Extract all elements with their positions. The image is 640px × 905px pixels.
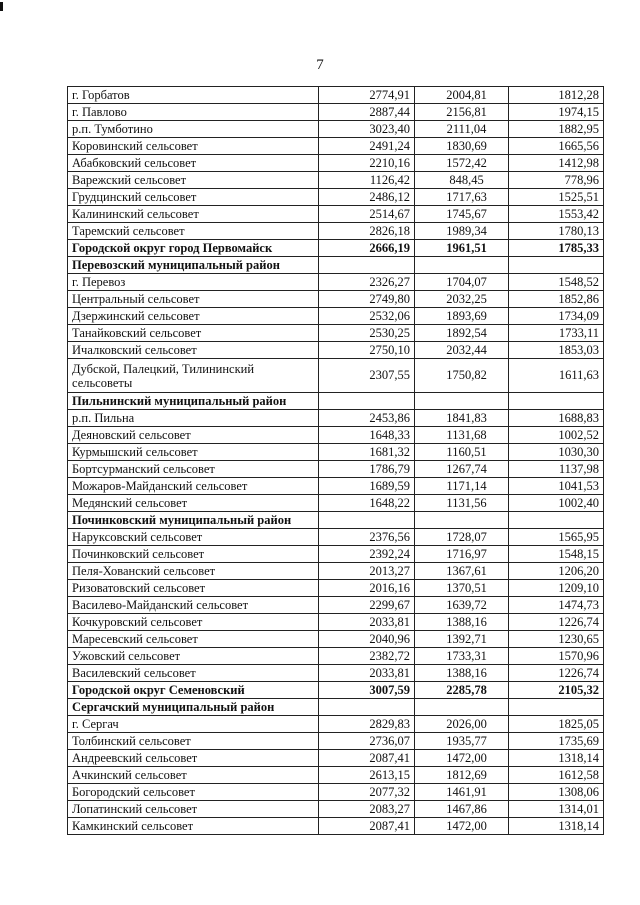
- row-value-2-cell: 1131,68: [415, 427, 509, 444]
- row-value-1-cell: 1786,79: [319, 461, 415, 478]
- row-value-1-cell: 2307,55: [319, 359, 415, 393]
- row-value-2-cell: 2111,04: [415, 121, 509, 138]
- row-value-1-cell: 2299,67: [319, 597, 415, 614]
- row-name-cell: Городской округ Семеновский: [68, 682, 319, 699]
- row-value-1-cell: 2016,16: [319, 580, 415, 597]
- row-value-2-cell: 1893,69: [415, 308, 509, 325]
- row-name-cell: Коровинский сельсовет: [68, 138, 319, 155]
- row-value-2-cell: 1935,77: [415, 733, 509, 750]
- row-value-2-cell: 1367,61: [415, 563, 509, 580]
- table-row: [68, 631, 604, 648]
- row-value-2-cell: 1267,74: [415, 461, 509, 478]
- row-value-3-cell: 1825,05: [509, 716, 604, 733]
- scan-corner-mark: [0, 2, 3, 11]
- table-row: [68, 580, 604, 597]
- row-value-1-cell: 3023,40: [319, 121, 415, 138]
- row-value-3-cell: 1733,11: [509, 325, 604, 342]
- row-value-3-cell: 1041,53: [509, 478, 604, 495]
- table-row: [68, 359, 604, 393]
- row-value-3-cell: 1474,73: [509, 597, 604, 614]
- row-value-3-cell: 1565,95: [509, 529, 604, 546]
- row-value-1-cell: 2666,19: [319, 240, 415, 257]
- row-name-cell: Пеля-Хованский сельсовет: [68, 563, 319, 580]
- table-row: [68, 87, 604, 104]
- row-value-3-cell: 1852,86: [509, 291, 604, 308]
- row-value-2-cell: 1716,97: [415, 546, 509, 563]
- row-value-1-cell: 2077,32: [319, 784, 415, 801]
- row-value-3-cell: 1735,69: [509, 733, 604, 750]
- row-value-3-cell: 1412,98: [509, 155, 604, 172]
- row-name-cell: Василевский сельсовет: [68, 665, 319, 682]
- table-row: [68, 172, 604, 189]
- row-value-3-cell: 1314,01: [509, 801, 604, 818]
- row-name-cell: Пильнинский муниципальный район: [68, 393, 319, 410]
- row-value-3-cell: 1525,51: [509, 189, 604, 206]
- row-value-2-cell: 848,45: [415, 172, 509, 189]
- row-value-1-cell: 3007,59: [319, 682, 415, 699]
- row-value-3-cell: 1030,30: [509, 444, 604, 461]
- row-value-1-cell: 2013,27: [319, 563, 415, 580]
- row-value-1-cell: 1681,32: [319, 444, 415, 461]
- row-name-cell: Богородский сельсовет: [68, 784, 319, 801]
- row-name-cell: Кочкуровский сельсовет: [68, 614, 319, 631]
- table-row: [68, 393, 604, 410]
- table-row: [68, 614, 604, 631]
- row-value-1-cell: 2210,16: [319, 155, 415, 172]
- row-value-3-cell: 1780,13: [509, 223, 604, 240]
- row-value-2-cell: 1830,69: [415, 138, 509, 155]
- row-value-2-cell: 2026,00: [415, 716, 509, 733]
- row-name-cell: Починковский сельсовет: [68, 546, 319, 563]
- row-value-2-cell: 1733,31: [415, 648, 509, 665]
- row-name-cell: Центральный сельсовет: [68, 291, 319, 308]
- row-value-2-cell: 1171,14: [415, 478, 509, 495]
- row-value-2-cell: 1892,54: [415, 325, 509, 342]
- row-value-3-cell: [509, 393, 604, 410]
- row-value-3-cell: 1318,14: [509, 818, 604, 835]
- row-value-3-cell: 1002,52: [509, 427, 604, 444]
- row-value-1-cell: 2829,83: [319, 716, 415, 733]
- row-value-3-cell: [509, 512, 604, 529]
- row-value-3-cell: 1226,74: [509, 614, 604, 631]
- table-row: [68, 155, 604, 172]
- row-value-1-cell: 2486,12: [319, 189, 415, 206]
- row-value-1-cell: 2736,07: [319, 733, 415, 750]
- row-name-cell: Курмышский сельсовет: [68, 444, 319, 461]
- table-row: [68, 733, 604, 750]
- row-name-cell: р.п. Пильна: [68, 410, 319, 427]
- row-value-1-cell: 1126,42: [319, 172, 415, 189]
- row-name-cell: Деяновский сельсовет: [68, 427, 319, 444]
- table-row: [68, 801, 604, 818]
- row-value-3-cell: 1812,28: [509, 87, 604, 104]
- row-value-3-cell: 1002,40: [509, 495, 604, 512]
- row-value-1-cell: [319, 393, 415, 410]
- table-row: [68, 206, 604, 223]
- row-value-2-cell: 1989,34: [415, 223, 509, 240]
- table-row: [68, 597, 604, 614]
- table-row: [68, 223, 604, 240]
- table-row: [68, 495, 604, 512]
- row-name-cell: Дзержинский сельсовет: [68, 308, 319, 325]
- row-name-cell: Ризоватовский сельсовет: [68, 580, 319, 597]
- table-row: [68, 138, 604, 155]
- row-name-cell: Ичалковский сельсовет: [68, 342, 319, 359]
- row-value-3-cell: 1226,74: [509, 665, 604, 682]
- row-value-2-cell: 1841,83: [415, 410, 509, 427]
- row-value-3-cell: 1785,33: [509, 240, 604, 257]
- row-name-cell: Починковский муниципальный район: [68, 512, 319, 529]
- row-value-2-cell: 2285,78: [415, 682, 509, 699]
- row-value-3-cell: 1548,52: [509, 274, 604, 291]
- row-value-1-cell: 2613,15: [319, 767, 415, 784]
- row-name-cell: Грудцинский сельсовет: [68, 189, 319, 206]
- row-value-3-cell: 1665,56: [509, 138, 604, 155]
- row-value-1-cell: 2033,81: [319, 665, 415, 682]
- row-value-3-cell: [509, 699, 604, 716]
- table-row: [68, 699, 604, 716]
- table-row: [68, 121, 604, 138]
- table-row: [68, 325, 604, 342]
- row-value-1-cell: 2326,27: [319, 274, 415, 291]
- row-value-1-cell: 2887,44: [319, 104, 415, 121]
- row-name-cell: г. Перевоз: [68, 274, 319, 291]
- row-value-2-cell: 2032,44: [415, 342, 509, 359]
- table-row: [68, 427, 604, 444]
- row-value-3-cell: 1612,58: [509, 767, 604, 784]
- row-value-1-cell: 2532,06: [319, 308, 415, 325]
- row-value-3-cell: [509, 257, 604, 274]
- table-row: [68, 784, 604, 801]
- row-value-1-cell: 1648,22: [319, 495, 415, 512]
- row-name-cell: Калининский сельсовет: [68, 206, 319, 223]
- table-row: [68, 648, 604, 665]
- row-name-cell: г. Сергач: [68, 716, 319, 733]
- row-name-cell: Лопатинский сельсовет: [68, 801, 319, 818]
- row-value-3-cell: 1553,42: [509, 206, 604, 223]
- row-name-cell: Медянский сельсовет: [68, 495, 319, 512]
- row-value-3-cell: 1974,15: [509, 104, 604, 121]
- table-row: [68, 478, 604, 495]
- table-row: [68, 750, 604, 767]
- row-name-cell: Бортсурманский сельсовет: [68, 461, 319, 478]
- table-row: [68, 274, 604, 291]
- row-value-1-cell: 2826,18: [319, 223, 415, 240]
- table-row: [68, 308, 604, 325]
- row-value-1-cell: 2083,27: [319, 801, 415, 818]
- row-name-cell: Василево-Майданский сельсовет: [68, 597, 319, 614]
- row-value-3-cell: 2105,32: [509, 682, 604, 699]
- row-value-3-cell: 778,96: [509, 172, 604, 189]
- row-name-cell: Ужовский сельсовет: [68, 648, 319, 665]
- row-value-3-cell: 1230,65: [509, 631, 604, 648]
- row-value-1-cell: 2033,81: [319, 614, 415, 631]
- row-value-2-cell: 1472,00: [415, 818, 509, 835]
- table-row: [68, 512, 604, 529]
- row-value-2-cell: 1639,72: [415, 597, 509, 614]
- row-value-3-cell: 1548,15: [509, 546, 604, 563]
- row-name-cell: Камкинский сельсовет: [68, 818, 319, 835]
- row-name-cell: Танайковский сельсовет: [68, 325, 319, 342]
- row-value-1-cell: 1689,59: [319, 478, 415, 495]
- row-value-3-cell: 1688,83: [509, 410, 604, 427]
- row-value-3-cell: 1853,03: [509, 342, 604, 359]
- row-name-cell: Перевозский муниципальный район: [68, 257, 319, 274]
- row-value-2-cell: 1717,63: [415, 189, 509, 206]
- row-value-2-cell: 1572,42: [415, 155, 509, 172]
- row-value-1-cell: [319, 257, 415, 274]
- row-value-1-cell: [319, 512, 415, 529]
- row-value-1-cell: 2491,24: [319, 138, 415, 155]
- row-value-3-cell: 1209,10: [509, 580, 604, 597]
- table-row: [68, 342, 604, 359]
- row-value-1-cell: 1648,33: [319, 427, 415, 444]
- table-row: [68, 665, 604, 682]
- row-name-cell: Маресевский сельсовет: [68, 631, 319, 648]
- table-row: [68, 716, 604, 733]
- row-name-cell: г. Горбатов: [68, 87, 319, 104]
- row-value-2-cell: 2004,81: [415, 87, 509, 104]
- row-name-cell: г. Павлово: [68, 104, 319, 121]
- row-value-2-cell: 1467,86: [415, 801, 509, 818]
- row-name-cell: Городской округ город Первомайск: [68, 240, 319, 257]
- row-value-2-cell: 1812,69: [415, 767, 509, 784]
- row-value-1-cell: 2514,67: [319, 206, 415, 223]
- row-name-cell: Дубской, Палецкий, Тилининский сельсоветы: [68, 359, 319, 393]
- table-row: [68, 767, 604, 784]
- row-value-3-cell: 1206,20: [509, 563, 604, 580]
- row-value-1-cell: 2382,72: [319, 648, 415, 665]
- table-row: [68, 257, 604, 274]
- row-name-cell: Толбинский сельсовет: [68, 733, 319, 750]
- row-value-3-cell: 1137,98: [509, 461, 604, 478]
- table-row: [68, 240, 604, 257]
- row-value-1-cell: 2392,24: [319, 546, 415, 563]
- row-value-1-cell: 2087,41: [319, 818, 415, 835]
- row-value-3-cell: 1318,14: [509, 750, 604, 767]
- row-value-1-cell: [319, 699, 415, 716]
- table-row: [68, 682, 604, 699]
- row-name-cell: Варежский сельсовет: [68, 172, 319, 189]
- row-value-1-cell: 2040,96: [319, 631, 415, 648]
- row-value-1-cell: 2087,41: [319, 750, 415, 767]
- row-value-3-cell: 1308,06: [509, 784, 604, 801]
- row-value-2-cell: 1388,16: [415, 665, 509, 682]
- page-number: 7: [316, 57, 324, 73]
- row-name-cell: Наруксовский сельсовет: [68, 529, 319, 546]
- row-value-3-cell: 1570,96: [509, 648, 604, 665]
- row-value-3-cell: 1611,63: [509, 359, 604, 393]
- row-value-2-cell: 1472,00: [415, 750, 509, 767]
- row-name-cell: Сергачский муниципальный район: [68, 699, 319, 716]
- row-value-2-cell: [415, 512, 509, 529]
- row-value-2-cell: 2156,81: [415, 104, 509, 121]
- table-row: [68, 546, 604, 563]
- row-value-2-cell: 1961,51: [415, 240, 509, 257]
- row-name-cell: Можаров-Майданский сельсовет: [68, 478, 319, 495]
- row-value-1-cell: 2749,80: [319, 291, 415, 308]
- row-name-cell: Абабковский сельсовет: [68, 155, 319, 172]
- table-row: [68, 529, 604, 546]
- table-row: [68, 563, 604, 580]
- row-value-2-cell: 1461,91: [415, 784, 509, 801]
- table-row: [68, 818, 604, 835]
- row-value-2-cell: 1704,07: [415, 274, 509, 291]
- table-row: [68, 291, 604, 308]
- row-value-2-cell: [415, 699, 509, 716]
- row-value-2-cell: 1131,56: [415, 495, 509, 512]
- row-value-2-cell: 2032,25: [415, 291, 509, 308]
- table-row: [68, 104, 604, 121]
- table-row: [68, 461, 604, 478]
- row-value-2-cell: 1370,51: [415, 580, 509, 597]
- row-value-2-cell: 1750,82: [415, 359, 509, 393]
- table-row: [68, 410, 604, 427]
- row-value-2-cell: [415, 257, 509, 274]
- row-name-cell: Таремский сельсовет: [68, 223, 319, 240]
- row-value-2-cell: 1392,71: [415, 631, 509, 648]
- row-name-cell: Ачкинский сельсовет: [68, 767, 319, 784]
- row-value-3-cell: 1734,09: [509, 308, 604, 325]
- table-row: [68, 444, 604, 461]
- row-value-2-cell: 1728,07: [415, 529, 509, 546]
- row-name-cell: р.п. Тумботино: [68, 121, 319, 138]
- row-value-2-cell: [415, 393, 509, 410]
- row-name-cell: Андреевский сельсовет: [68, 750, 319, 767]
- table-body: [68, 87, 604, 835]
- row-value-2-cell: 1160,51: [415, 444, 509, 461]
- row-value-2-cell: 1745,67: [415, 206, 509, 223]
- table-row: [68, 189, 604, 206]
- row-value-1-cell: 2530,25: [319, 325, 415, 342]
- row-value-1-cell: 2453,86: [319, 410, 415, 427]
- tariff-table: [67, 86, 604, 835]
- row-value-1-cell: 2774,91: [319, 87, 415, 104]
- row-value-3-cell: 1882,95: [509, 121, 604, 138]
- row-value-1-cell: 2376,56: [319, 529, 415, 546]
- row-value-1-cell: 2750,10: [319, 342, 415, 359]
- row-value-2-cell: 1388,16: [415, 614, 509, 631]
